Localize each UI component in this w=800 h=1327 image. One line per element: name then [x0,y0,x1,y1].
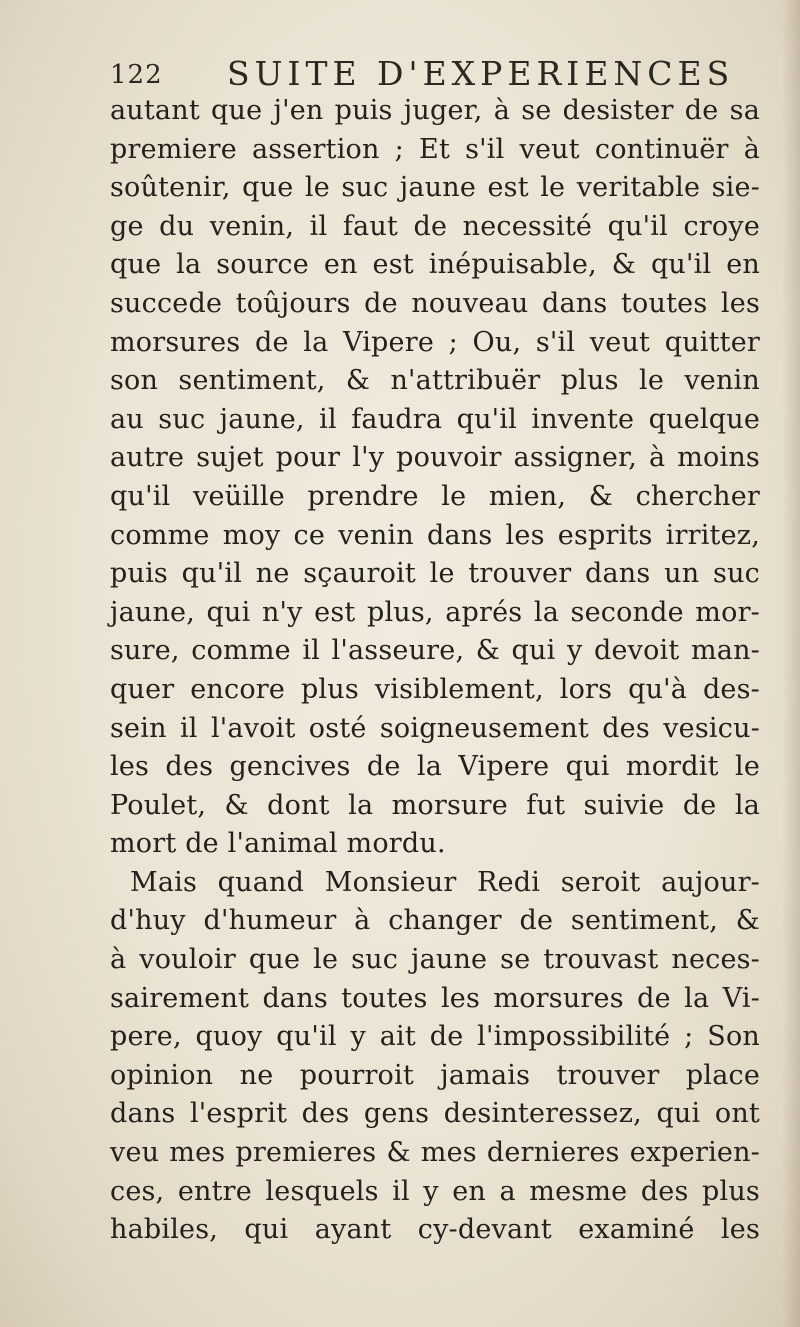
text-line: dans l'esprit des gens desinteressez, qui ont [110,1098,760,1130]
text-line: les des gencives de la Vipere qui mordit le [110,751,760,783]
running-head [110,50,750,96]
paragraph [110,864,760,1250]
text-line: veu mes premieres & mes dernieres experien- [110,1137,760,1169]
text-line: son sentiment, & n'attribuër plus le venin [110,365,760,397]
text-line: morsures de la Vipere ; Ou, s'il veut quitter [110,326,760,358]
text-line: premiere assertion ; Et s'il veut continuër à [110,133,760,165]
text-line: à vouloir que le suc jaune se trouvast neces- [110,944,760,976]
body-text [110,92,760,1250]
text-line: Mais quand Monsieur Redi seroit aujour- [130,866,760,898]
text-line: qu'il veüille prendre le mien, & chercher [110,480,760,512]
page-number: 122 [110,60,163,90]
text-line: comme moy ce venin dans les esprits irritez, [110,519,760,551]
text-line: Poulet, & dont la morsure fut suivie de la [110,789,760,821]
text-line: sein il l'avoit osté soigneusement des vesicu- [110,712,760,744]
text-line: pere, quoy qu'il y ait de l'impossibilité ; Son [110,1021,760,1053]
text-line: sairement dans toutes les morsures de la Vi- [110,982,760,1014]
text-line: d'huy d'humeur à changer de sentiment, & [110,905,760,937]
text-line: ces, entre lesquels il y en a mesme des plus [110,1175,760,1207]
text-line: succede toûjours de nouveau dans toutes les [110,287,760,319]
paragraph [110,92,760,864]
text-line: autre sujet pour l'y pouvoir assigner, à moins [110,442,760,474]
text-line: sure, comme il l'asseure, & qui y devoit man- [110,635,760,667]
text-line: jaune, qui n'y est plus, aprés la seconde mor- [110,596,760,628]
text-line: ge du venin, il faut de necessité qu'il croye [110,210,760,242]
text-line: soûtenir, que le suc jaune est le veritable sie- [110,172,760,204]
running-head-title: SUITE D'EXPERIENCES [227,54,735,93]
text-line: que la source en est inépuisable, & qu'il en [110,249,760,281]
text-line: au suc jaune, il faudra qu'il invente quelque [110,403,760,435]
text-line: autant que j'en puis juger, à se desister de sa [110,95,760,126]
text-line: opinion ne pourroit jamais trouver place [110,1059,760,1091]
text-line: quer encore plus visiblement, lors qu'à des- [110,673,760,705]
text-line: habiles, qui ayant cy-devant examiné les [110,1214,760,1246]
text-line: puis qu'il ne sçauroit le trouver dans un suc [110,558,760,590]
text-line: mort de l'animal mordu. [110,828,446,860]
